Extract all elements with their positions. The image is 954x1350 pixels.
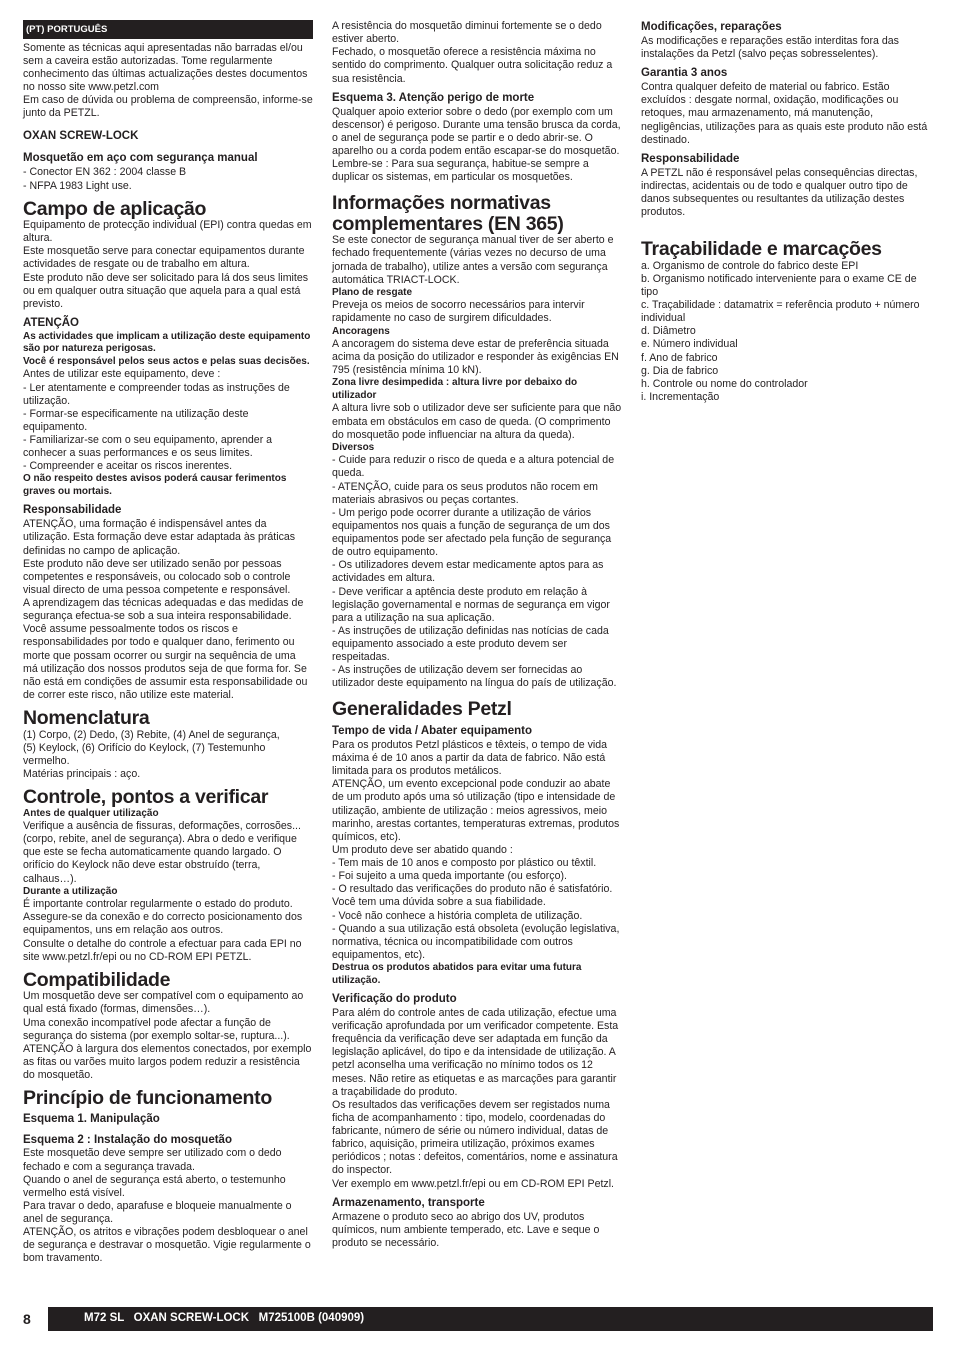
compatibilidade-text: Um mosquetão deve ser compatível com o equipamento ao qual está fixado (formas, dimensões…). Uma conexão incompatível pode afectar a função de segurança do sistema (por exemplo soltar-se, ruptura...). ATENÇÃO à largura dos elementos conectados, por exemplo as fitas ou varões muito largos podem reduzir a resistência do mosquetão. (23, 990, 312, 1082)
esquema-2-title: Esquema 2 : Instalação do mosquetão (23, 1133, 232, 1146)
atencao-text: Antes de utilizar este equipamento, deve : - Ler atentamente e compreender todas as instruções de utilização. - Formar-se especificamente na utilização deste equipamento. - Familiarizar-se com o seu equipamento, aprender a conhecer a suas performances e os seus limites. - Compreender e aceitar os riscos inerentes. (23, 368, 290, 473)
footer-reference: M72 SL OXAN SCREW-LOCK M725100B (040909) (84, 1312, 365, 1324)
section-title-campo: Campo de aplicação (23, 197, 207, 220)
section-title-tracabilidade: Traçabilidade e marcações (641, 238, 882, 261)
armazenamento-text: Armazene o produto seco ao abrigo dos UV, produtos químicos, num ambiente temperado, etc. Lave e seque o produto se necessário. (332, 1210, 600, 1249)
column-2 (332, 20, 624, 1250)
esquema-2-text: Este mosquetão deve sempre ser utilizado com o dedo fechado e com a segurança travada. Quando o anel de segurança está aberto, o testemunho vermelho está visível. Para travar o dedo, aparafuse e bloqueie manualmente o anel de segurança. ATENÇÃO, os atritos e vibrações podem desbloquear o anel de segurança e destravar o mosquetão. Vigie regularmente o bom travamento. (23, 1147, 311, 1265)
footer-bar (48, 1307, 933, 1331)
section-title-generalidades: Generalidades Petzl (332, 697, 512, 720)
diversos-title: Diversos (332, 441, 375, 453)
language-label: (PT) PORTUGUÊS (23, 20, 313, 39)
esquema-1-title: Esquema 1. Manipulação (23, 1112, 160, 1125)
modificacoes-text: As modificações e reparações estão interditas fora das instalações da Petzl (salvo peças sobresselentes). (641, 34, 899, 61)
verificacao-title: Verificação do produto (332, 993, 457, 1006)
ancoragens-title: Ancoragens (332, 325, 390, 337)
atencao-bold-3: O não respeito destes avisos poderá causar ferimentos graves ou mortais. (23, 473, 287, 497)
responsabilidade-text: ATENÇÃO, uma formação é indispensável antes da utilização. Esta formação deve estar adaptada às práticas definidas no campo de aplicação. Este produto não deve ser utilizado senão por pessoas competentes e responsáveis, ou colocado sob o controle visual directo de uma pessoa competente e responsável. A aprendizagem das técnicas adequadas e das medidas de segurança efectua-se sob a sua inteira responsabilidade. Você assume pessoalmente todos os riscos e responsabilidades por todo e qualquer dano, ferimento ou morte que possam ocorrer ou surgir na sequência de uma má utilização dos nossos produtos seja de que forma for. Se não está em condições de assumir esta responsabilidade ou de correr este risco, não utilize este material. (23, 518, 308, 701)
ancoragens-text: A ancoragem do sistema deve estar de preferência situada acima da posição do utilizador e responder às exigências EN 795 (resistência mínima 10 kN). (332, 338, 619, 377)
plano-text: Preveja os meios de socorro necessários para intervir rapidamente no caso de surgirem dificuldades. (332, 299, 585, 325)
section-title-controle: Controle, pontos a verificar (23, 786, 269, 809)
resistencia-text: A resistência do mosquetão diminui fortemente se o dedo estiver aberto. Fechado, o mosquetão oferece a resistência máxima no sentido do comprimento. Qualquer outra solicitação reduz a sua resistência. (332, 20, 613, 85)
footer (23, 1307, 932, 1331)
esquema-3-title: Esquema 3. Atenção perigo de morte (332, 91, 535, 104)
garantia-title: Garantia 3 anos (641, 67, 728, 80)
atencao-bold-1: As actividades que implicam a utilização deste equipamento são por natureza perigosas. (23, 330, 311, 355)
zona-title: Zona livre desimpedida : altura livre por debaixo do utilizador (332, 377, 578, 401)
section-title-principio: Princípio de funcionamento (23, 1087, 272, 1110)
nomenclatura-text: (1) Corpo, (2) Dedo, (3) Rebite, (4) Anel de segurança, (5) Keylock, (6) Orifício do Keylock, (7) Testemunho vermelho. Matérias principais : aço. (23, 728, 280, 780)
plano-title: Plano de resgate (332, 286, 413, 298)
column-3 (641, 20, 933, 404)
product-name: OXAN SCREW-LOCK (23, 129, 139, 142)
garantia-text: Contra qualquer defeito de material ou fabrico. Estão excluídos : desgate normal, oxidação, modificações ou retoques, mau armazenamento, má manutenção, negligências, utilizações para as quais este produto não está destinado. (641, 81, 928, 146)
diversos-text: - Cuide para reduzir o risco de queda e a altura potencial de queda. - ATENÇÃO, cuide para os seus produtos não rocem em materiais abrasivos ou peças cortantes. - Um perigo pode ocorrer durante a utilização de vários equipamentos nos quais a função de segurança de um dos equipamentos pode ser afectado pela função de segurança de outro equipamento. - Os utilizadores devem estar medicamente aptos para as actividades em altura. - Deve verificar a aptência deste produto em relação à legislação governamental e normas de segurança em vigor para a utilização na sua aplicação. - As instruções de utilização definidas nas notícias de cada equipamento associado a este produto devem ser respeitadas. - As instruções de utilização devem ser fornecidas ao utilizador deste equipamento na língua do país de utilização. (332, 454, 617, 690)
campo-text: Equipamento de protecção individual (EPI) contra quedas em altura. Este mosquetão serve para conectar equipamentos durante actividades de resgate ou de trabalho em altura. Este produto não deve ser solicitado para lá dos seus limites ou em qualquer outra situação que aquela para a qual está previsto. (23, 219, 312, 310)
vida-bold: Destrua os produtos abatidos para evitar uma futura utilização. (332, 962, 582, 986)
responsabilidade-petzl-text: A PETZL não é responsável pelas consequências directas, indirectas, acidentais ou de todo e qualquer outro tipo de danos subsequentes ou resultantes da utilização destes produtos. (641, 166, 918, 219)
standards-text: - Conector EN 362 : 2004 classe B - NFPA 1983 Light use. (23, 166, 187, 192)
armazenamento-title: Armazenamento, transporte (332, 1196, 485, 1209)
informacoes-text: Se este conector de segurança manual tiver de ser aberto e fechado frequentemente (várias vezes no decurso de uma jornada de trabalho), utilize antes a versão com segurança automática TRIACT-LOCK. (332, 234, 614, 286)
vida-title: Tempo de vida / Abater equipamento (332, 724, 533, 737)
responsabilidade-petzl-title: Responsabilidade (641, 152, 740, 165)
intro-text: Somente as técnicas aqui apresentadas não barradas el/ou sem a caveira estão autorizadas. Tome regularmente conhecimento das últimas actualizações destes documentos no nosso site www.petzl.com Em caso de dúvida ou problema de compreensão, informe-se junto da PETZL. (23, 41, 313, 120)
responsabilidade-title: Responsabilidade (23, 504, 122, 517)
atencao-bold-2: Você é responsável pelos seus actos e pelas suas decisões. (23, 355, 310, 367)
page-number: 8 (23, 1311, 31, 1327)
section-title-compatibilidade: Compatibilidade (23, 968, 171, 991)
column-1 (23, 20, 313, 1266)
modificacoes-title: Modificações, reparações (641, 21, 782, 33)
esquema-3-text: Qualquer apoio exterior sobre o dedo (por exemplo com um descensor) é perigoso. Durante uma tensão brusca da corda, o anel de segurança pode se partir e o dedo abrir-se. O aparelho ou a corda podem então escapar-se do mosquetão. Lembre-se : Para sua segurança, habitue-se sempre a duplicar os sistemas, em particular os mosquetões. (332, 105, 621, 184)
controle-text-1: Verifique a ausência de fissuras, deformações, corrosões... (corpo, rebite, anel de segurança). Abra o dedo e verifique que este se fecha automaticamente quando largado. O orifício do Keylock não deve estar obstruído (terra, calhaus…). (23, 820, 301, 885)
zona-text: A altura livre sob o utilizador deve ser suficiente para que não embata em obstáculos em caso de queda. (O comprimento do mosquetão pode influenciar na altura da queda). (332, 402, 622, 441)
controle-text-2: É importante controlar regularmente o estado do produto. Assegure-se da conexão e do correcto posicionamento dos equipamentos, uns em relação aos outros. Consulte o detalhe do controle a efectuar para cada EPI no site www.petzl.fr/epi ou no CD-ROM EPI PETZL. (23, 898, 303, 963)
controle-sub-2: Durante a utilização (23, 885, 118, 897)
vida-text: Para os produtos Petzl plásticos e têxteis, o tempo de vida máxima é de 10 anos a partir da data de fabrico. Não está limitada para os produtos metálicos. ATENÇÃO, um evento excepcional pode conduzir ao abate de um produto após uma só utilização (tipo e intensidade de utilização, ambiente de utilização : meios agressivos, meio marinho, arestas cortantes, temperaturas extremas, produtos químicos, etc). Um produto deve ser abatido quando : - Tem mais de 10 anos e composto por plástico ou têxtil. - Foi sujeito a uma queda importante (ou esforço). - O resultado das verificações do produto não é satisfatório. Você tem uma dúvida sobre a sua fiabilidade. - Você não conhece a história completa de utilização. - Quando a sua utilização está obsoleta (evolução legislativa, normativa, técnica ou incompatibilidade com outros equipamentos, etc). (332, 738, 620, 961)
tracabilidade-text: a. Organismo de controle do fabrico deste EPI b. Organismo notificado interveniente para o exame CE de tipo c. Traçabilidade : datamatrix = referência produto + número individual d. Diâmetro e. Número individual f. Ano de fabrico g. Dia de fabrico h. Controle ou nome do controlador i. Incrementação (641, 259, 920, 403)
product-subtitle: Mosquetão em aço com segurança manual (23, 152, 258, 165)
section-title-informacoes: Informações normativas complementares (EN 365) (332, 192, 564, 235)
atencao-title: ATENÇÃO (23, 316, 80, 329)
controle-sub-1: Antes de qualquer utilização (23, 807, 159, 819)
verificacao-text: Para além do controle antes de cada utilização, efectue uma verificação aprofundada por um verificador competente. Esta frequência da verificação deve ser adaptada em função da legislação aplicável, do tipo e da intensidade de utilização. A petzl aconselha uma verificação no mínimo todos os 12 meses. Não retire as etiquetas e as marcações para garantir a traçabilidade do produto. Os resultados das verificações devem ser registados numa ficha de acompanhamento : tipo, modelo, coordenadas do fabricante, número de série ou número individual, datas de fabrico, aquisição, primeira utilização, próximos exames periódicos ; notas : defeitos, comentários, nome e assinatura do inspector. Ver exemplo em www.petzl.fr/epi ou em CD-ROM EPI Petzl. (332, 1006, 619, 1190)
section-title-nomenclatura: Nomenclatura (23, 707, 150, 730)
